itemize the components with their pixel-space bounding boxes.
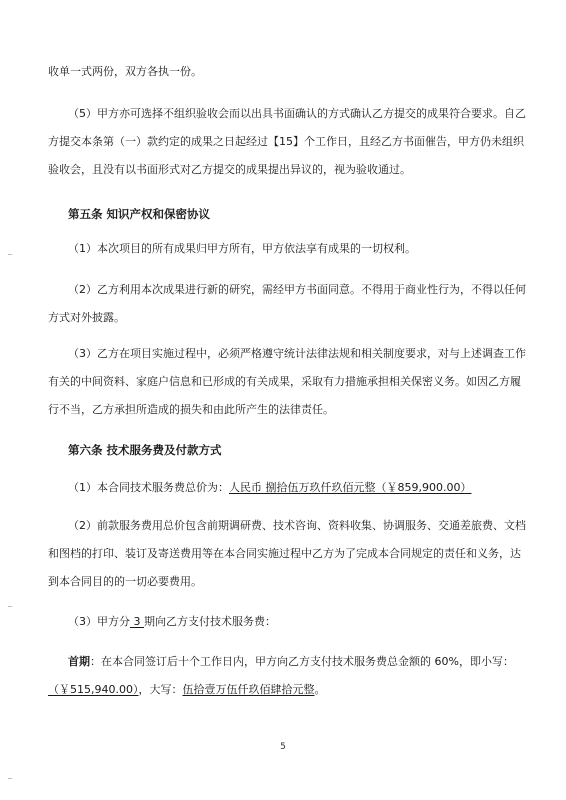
margin-mark: [8, 778, 12, 779]
paragraph-first-payment: [48, 648, 526, 704]
paragraph-fee-3: [48, 608, 526, 636]
first-payment-figures: （￥515,940.00）: [48, 683, 139, 696]
paragraph-clause-5: [48, 100, 526, 184]
paragraph-fee-1: [48, 474, 526, 502]
installment-count: 3: [130, 615, 144, 628]
paragraph-fee-2: [48, 512, 526, 596]
paragraph-ip-1: [48, 235, 526, 263]
paragraph-ip-2: [48, 276, 526, 332]
paragraph-receipt-copies: [48, 58, 526, 86]
paragraph-ip-3: [48, 340, 526, 424]
text: 。: [314, 683, 326, 696]
text: （2）乙方利用本次成果进行新的研究，需经甲方书面同意。不得用于商业性行为，不得以任何方式对外披露。: [48, 283, 526, 324]
margin-mark: [8, 254, 12, 255]
text: （3）甲方分: [68, 615, 130, 628]
text: ：在本合同签订后十个工作日内，甲方向乙方支付技术服务费总金额的 60%，即小写：: [90, 655, 514, 668]
page-number: 5: [280, 742, 286, 752]
fee-total-amount: 人民币 捌拾伍万玖仟玖佰元整（￥859,900.00）: [229, 481, 472, 494]
text: 期向乙方支付技术服务费：: [144, 615, 276, 628]
text: ，大写：: [138, 683, 183, 696]
text: （5）甲方亦可选择不组织验收会而以出具书面确认的方式确认乙方提交的成果符合要求。自乙方提交本条第（一）款约定的成果之日起经过【15】个工作日，且经乙方书面催告，甲方仍未组织验收会，且没有以书面形式对乙方提交的成果提出异议的，视为验收通过。: [48, 107, 526, 176]
text: （1）本合同技术服务费总价为：: [68, 481, 229, 494]
text: （3）乙方在项目实施过程中，必须严格遵守统计法律法规和相关制度要求，对与上述调查工作有关的中间资料、家庭户信息和已形成的有关成果，采取有力措施承担相关保密义务。如因乙方履行不当，乙方承担所造成的损失和由此所产生的法律责任。: [48, 347, 526, 416]
heading-article-6: 第六条 技术服务费及付款方式: [68, 443, 222, 457]
heading-article-5: 第五条 知识产权和保密协议: [68, 207, 211, 221]
text: （1）本次项目的所有成果归甲方所有，甲方依法享有成果的一切权利。: [68, 242, 416, 255]
text: 收单一式两份，双方各执一份。: [48, 65, 202, 78]
text: （2）前款服务费用总价包含前期调研费、技术咨询、资料收集、协调服务、交通差旅费、文档和图档的打印、装订及寄送费用等在本合同实施过程中乙方为了完成本合同规定的责任和义务，达到本合同目的的一切必要费用。: [48, 519, 526, 588]
margin-mark: [8, 606, 12, 607]
first-payment-label: 首期: [68, 655, 90, 668]
first-payment-words: 伍拾壹万伍仟玖佰肆拾元整: [182, 683, 315, 696]
